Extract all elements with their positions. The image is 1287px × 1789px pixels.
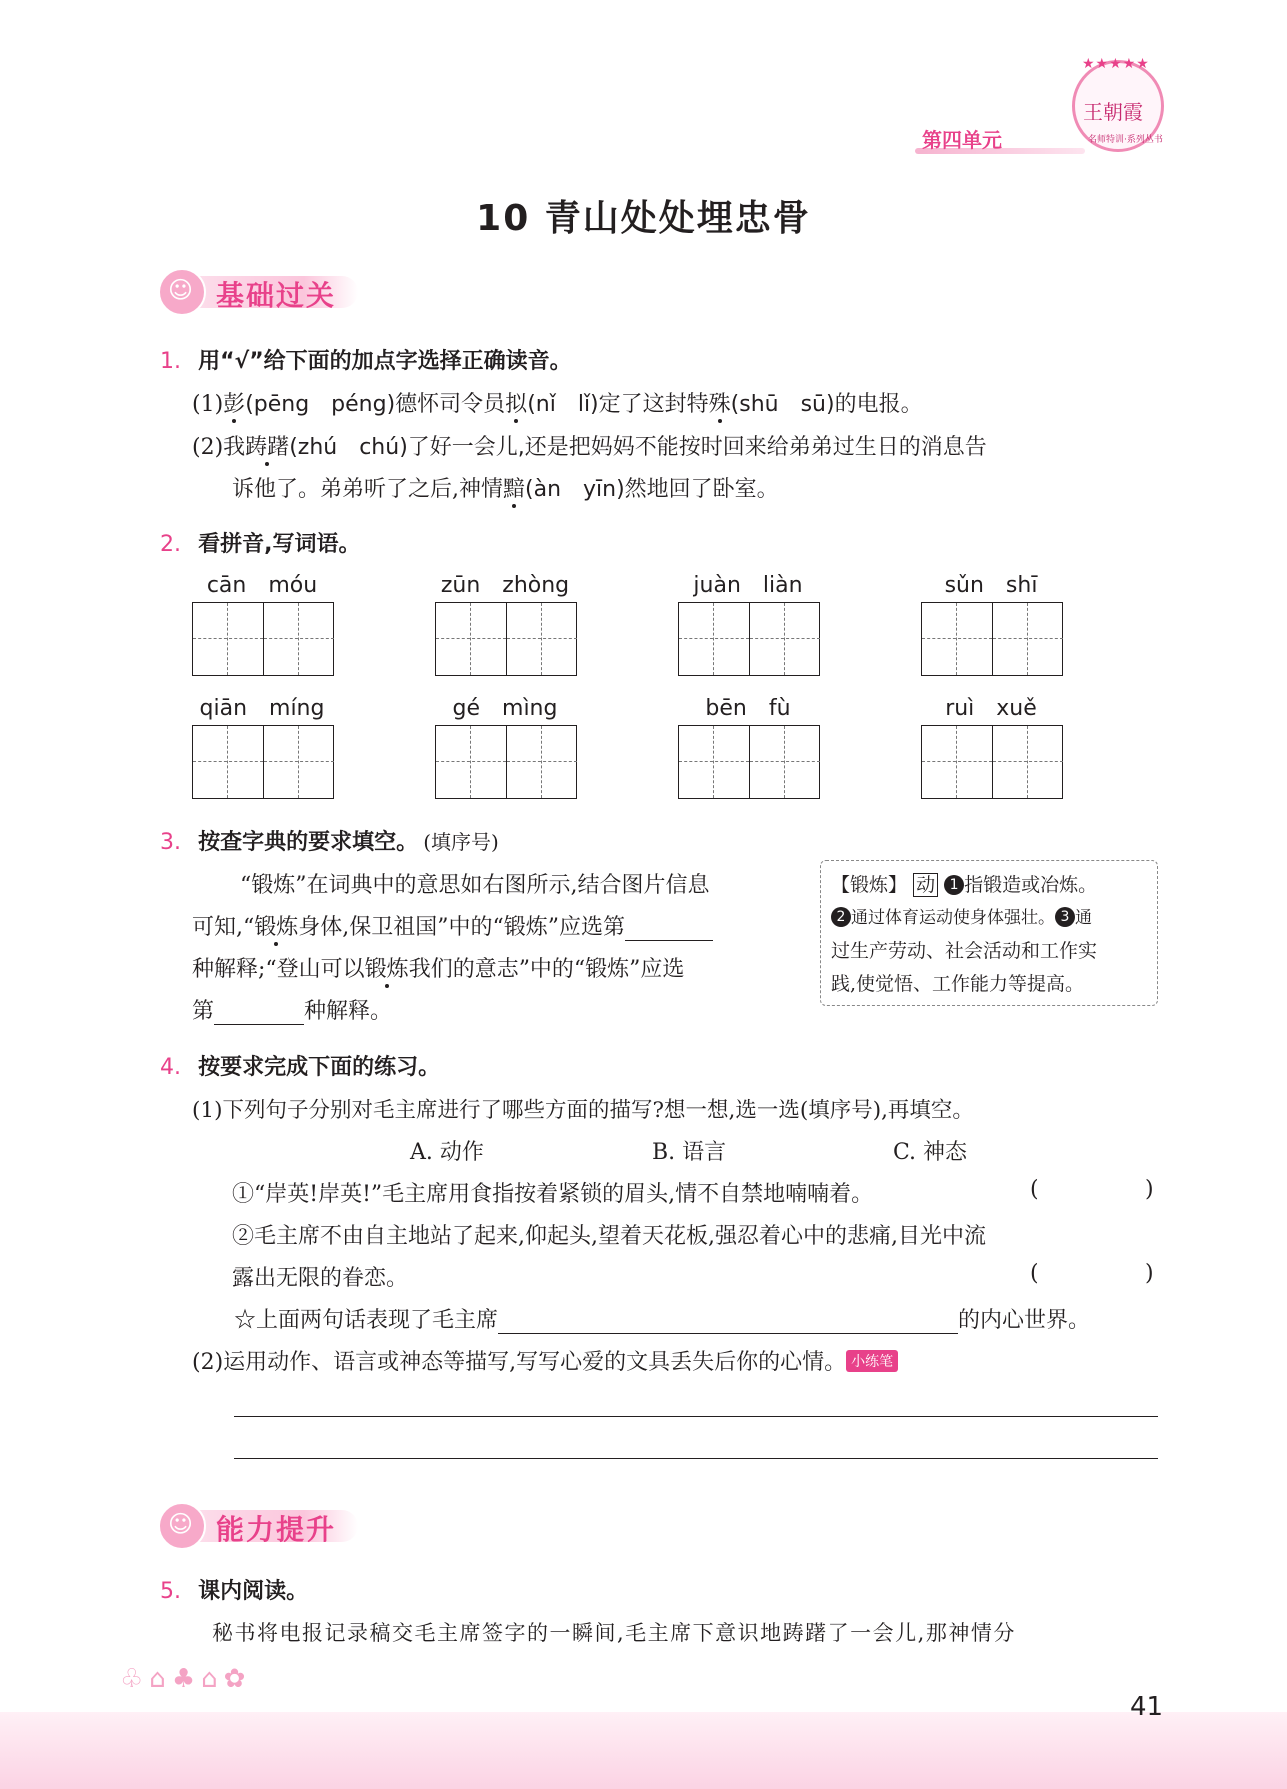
sense-number: 2: [831, 907, 851, 927]
answer-paren-close: ): [1145, 1261, 1154, 1286]
q3-line-4: [192, 994, 392, 1025]
text: (shū sū)的电报。: [730, 392, 923, 417]
pinyin-label: cān móu: [206, 573, 318, 598]
badge-subtitle: 名师特训·系列丛书: [1088, 135, 1163, 145]
pinyin-label: sǔn shī: [944, 573, 1038, 598]
section-label: 能力提升: [216, 1513, 337, 1546]
answer-blank[interactable]: [498, 1308, 958, 1334]
section-label: 基础过关: [216, 279, 337, 312]
reading-passage: 秘书将电报记录稿交毛主席签字的一瞬间,毛主席下意识地踌躇了一会儿,那神情分: [212, 1621, 1016, 1645]
castle-decoration-icon: ♧⌂♣⌂✿: [120, 1664, 252, 1694]
text: 身体,保卫祖国”中的“锻炼”应选第: [298, 915, 626, 940]
section-header-advanced: [158, 1502, 398, 1546]
q1-sentence-3: [232, 472, 779, 503]
q4-star-line: [234, 1303, 1090, 1334]
text: (2)运用动作、语言或神态等描写,写写心爱的文具丢失后你的心情。: [192, 1350, 847, 1375]
question-number: 4.: [160, 1055, 181, 1080]
dotted-char: 踌躇: [245, 435, 290, 460]
question-number: 5.: [160, 1579, 181, 1604]
pinyin-label: qiān míng: [199, 696, 325, 721]
pinyin-item: [435, 691, 575, 799]
text: (àn yīn)然地回了卧室。: [525, 477, 779, 502]
footer-band: [0, 1712, 1287, 1789]
dict-line: [831, 869, 1147, 902]
q3-line-2: [192, 910, 713, 941]
text: 种解释;“登山可以: [192, 957, 365, 982]
text: 可知,“: [192, 915, 255, 940]
pinyin-item: [192, 568, 332, 676]
text: 的内心世界。: [958, 1308, 1091, 1333]
sense-text: 通: [1075, 908, 1092, 928]
q3-line-3: [192, 952, 684, 983]
page-title: 10 青山处处埋忠骨: [476, 198, 811, 239]
question-number: 1.: [160, 349, 181, 374]
answer-blank[interactable]: [625, 915, 713, 941]
option-b: B. 语言: [652, 1140, 727, 1165]
practice-tag: 小练笔: [846, 1350, 898, 1372]
girl-face-icon: ☺: [158, 268, 206, 316]
question-1: [160, 344, 572, 375]
pinyin-label: juàn liàn: [693, 573, 803, 598]
text: (zhú chú)了好一会儿,还是把妈妈不能按时回来给弟弟过生日的消息告: [289, 435, 987, 460]
text: 诉他了。弟弟听了之后,神情: [232, 477, 503, 502]
text: (nǐ lǐ)定了这封特: [527, 392, 709, 417]
pinyin-item: [678, 568, 818, 676]
text: 种解释。: [304, 999, 393, 1024]
dictionary-entry-box: [820, 860, 1158, 1006]
pinyin-label: zūn zhòng: [440, 573, 570, 598]
sense-number: 3: [1055, 907, 1075, 927]
answer-paren-close: ): [1145, 1177, 1154, 1202]
pinyin-item: [678, 691, 818, 799]
dict-line: 践,使觉悟、工作能力等提高。: [831, 973, 1085, 995]
text: (1): [192, 392, 224, 417]
question-2: [160, 527, 360, 558]
dotted-word: 锻炼: [364, 957, 409, 982]
dotted-char: 彭: [223, 392, 246, 417]
pinyin-item: [192, 691, 332, 799]
answer-paren-open[interactable]: (: [1030, 1177, 1039, 1202]
question-text: 课内阅读。: [198, 1579, 309, 1604]
question-text: 按查字典的要求填空。: [198, 830, 419, 855]
sense-number: 1: [944, 875, 964, 895]
section-header-basic: [158, 268, 398, 312]
text: ☆上面两句话表现了毛主席: [234, 1308, 499, 1333]
option-a: A. 动作: [410, 1140, 484, 1165]
sense-text: 指锻造或冶炼。: [964, 874, 1098, 896]
dotted-char: 拟: [505, 392, 528, 417]
dotted-char: 黯: [503, 477, 526, 502]
answer-paren-open[interactable]: (: [1030, 1261, 1039, 1286]
badge-name: 王朝霞: [1083, 100, 1143, 124]
writing-line[interactable]: [234, 1458, 1158, 1459]
q4-sentence-2-cont: 露出无限的眷恋。: [232, 1266, 409, 1291]
dict-word: 【锻炼】: [831, 874, 908, 896]
question-4: [160, 1050, 440, 1081]
dotted-word: 锻炼: [254, 915, 299, 940]
pinyin-item: [921, 568, 1061, 676]
part-of-speech: 动: [913, 873, 938, 897]
q4-part-1: (1)下列句子分别对毛主席进行了哪些方面的描写?想一想,选一选(填序号),再填空。: [192, 1098, 974, 1123]
text: 第: [192, 999, 215, 1024]
pinyin-item: [921, 691, 1061, 799]
q1-sentence-1: [192, 387, 923, 418]
badge-stars: ★★★★★: [1082, 56, 1150, 72]
tianzige-box[interactable]: [435, 725, 577, 799]
tianzige-box[interactable]: [192, 725, 334, 799]
q4-sentence-1: ①“岸英!岸英!”毛主席用食指按着紧锁的眉头,情不自禁地喃喃着。: [232, 1182, 874, 1207]
unit-label: 第四单元: [922, 128, 1002, 152]
dict-line: [831, 902, 1147, 935]
question-number: 3.: [160, 830, 181, 855]
question-5: [160, 1574, 308, 1605]
tianzige-box[interactable]: [678, 725, 820, 799]
text: (2)我: [192, 435, 246, 460]
girl-face-icon: ☺: [158, 1502, 206, 1550]
dotted-char: 殊: [708, 392, 731, 417]
text: (pēng péng)德怀司令员: [245, 392, 506, 417]
tianzige-box[interactable]: [192, 602, 334, 676]
q4-sentence-2: ②毛主席不由自主地站了起来,仰起头,望着天花板,强忍着心中的悲痛,目光中流: [232, 1224, 986, 1249]
pinyin-label: ruì xuě: [945, 696, 1037, 721]
text: 我们的意志”中的“锻炼”应选: [408, 957, 685, 982]
question-number: 2.: [160, 532, 181, 557]
pinyin-label: bēn fù: [705, 696, 791, 721]
pinyin-label: gé mìng: [452, 696, 558, 721]
question-text: 按要求完成下面的练习。: [198, 1055, 441, 1080]
tianzige-box[interactable]: [435, 602, 577, 676]
page-number: 41: [1130, 1692, 1164, 1722]
tianzige-box[interactable]: [921, 725, 1063, 799]
sense-text: 通过体育运动使身体强壮。: [851, 908, 1055, 928]
question-hint: (填序号): [423, 830, 499, 854]
q3-line-1: “锻炼”在词典中的意思如右图所示,结合图片信息: [240, 873, 710, 898]
question-3: [160, 825, 499, 856]
option-c: C. 神态: [893, 1140, 968, 1165]
tianzige-box[interactable]: [678, 602, 820, 676]
tianzige-box[interactable]: [921, 602, 1063, 676]
question-text: 用“√”给下面的加点字选择正确读音。: [198, 349, 572, 374]
pinyin-item: [435, 568, 575, 676]
q1-sentence-2: [192, 430, 987, 461]
writing-line[interactable]: [234, 1416, 1158, 1417]
answer-blank[interactable]: [214, 999, 304, 1025]
dict-line: 过生产劳动、社会活动和工作实: [831, 940, 1098, 962]
question-text: 看拼音,写词语。: [198, 532, 361, 557]
q4-part-2: [192, 1345, 898, 1376]
